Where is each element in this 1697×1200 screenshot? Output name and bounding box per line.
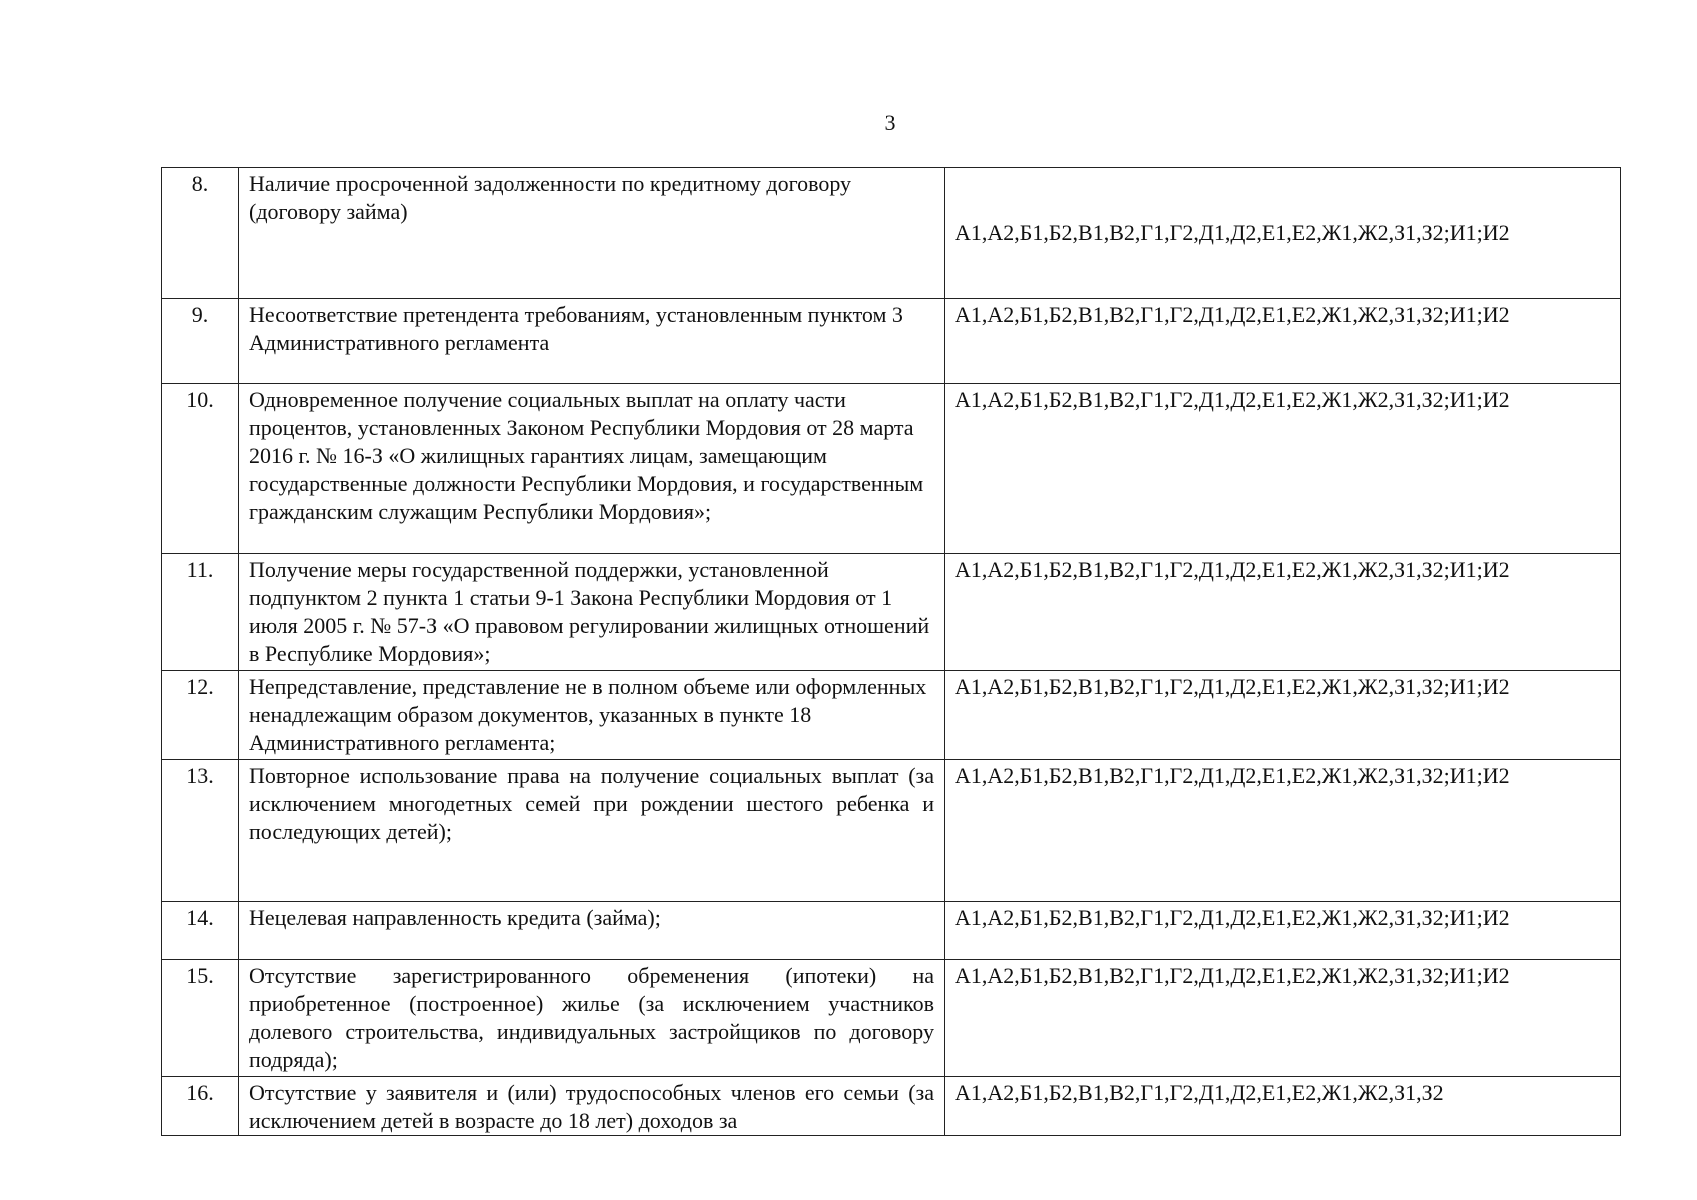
requirements-table xyxy=(161,167,1621,1136)
row-number: 8. xyxy=(162,168,239,299)
row-codes: А1,А2,Б1,Б2,В1,В2,Г1,Г2,Д1,Д2,Е1,Е2,Ж1,Ж2,З1,З2 xyxy=(945,1077,1621,1136)
page-number: 3 xyxy=(884,110,896,135)
row-number: 16. xyxy=(162,1077,239,1136)
row-codes: А1,А2,Б1,Б2,В1,В2,Г1,Г2,Д1,Д2,Е1,Е2,Ж1,Ж2,З1,З2;И1;И2 xyxy=(945,960,1621,1077)
table-row xyxy=(162,554,1621,671)
row-codes: А1,А2,Б1,Б2,В1,В2,Г1,Г2,Д1,Д2,Е1,Е2,Ж1,Ж2,З1,З2;И1;И2 xyxy=(945,671,1621,760)
row-codes: А1,А2,Б1,Б2,В1,В2,Г1,Г2,Д1,Д2,Е1,Е2,Ж1,Ж2,З1,З2;И1;И2 xyxy=(945,168,1621,299)
table-row xyxy=(162,168,1621,299)
row-codes: А1,А2,Б1,Б2,В1,В2,Г1,Г2,Д1,Д2,Е1,Е2,Ж1,Ж2,З1,З2;И1;И2 xyxy=(945,902,1621,960)
row-number: 11. xyxy=(162,554,239,671)
row-text: Несоответствие претендента требованиям, установленным пунктом 3 Административного регламента xyxy=(239,299,945,384)
row-text: Нецелевая направленность кредита (займа); xyxy=(239,902,945,960)
row-text: Наличие просроченной задолженности по кредитному договору (договору займа) xyxy=(239,168,945,299)
row-number: 12. xyxy=(162,671,239,760)
table-row xyxy=(162,902,1621,960)
table-row xyxy=(162,760,1621,902)
row-codes: А1,А2,Б1,Б2,В1,В2,Г1,Г2,Д1,Д2,Е1,Е2,Ж1,Ж2,З1,З2;И1;И2 xyxy=(945,760,1621,902)
row-number: 13. xyxy=(162,760,239,902)
row-number: 10. xyxy=(162,384,239,554)
row-number: 14. xyxy=(162,902,239,960)
row-text: Одновременное получение социальных выплат на оплату части процентов, установленных Законом Республики Мордовия от 28 марта 2016 г. № 16-З «О жилищных гарантиях лицам, замещающим государственные должности Республики Мордовия, и государственным гражданским служащим Республики Мордовия»; xyxy=(239,384,945,554)
row-text-cell xyxy=(239,1077,945,1136)
row-number: 15. xyxy=(162,960,239,1077)
row-codes: А1,А2,Б1,Б2,В1,В2,Г1,Г2,Д1,Д2,Е1,Е2,Ж1,Ж2,З1,З2;И1;И2 xyxy=(945,554,1621,671)
row-text: Непредставление, представление не в полном объеме или оформленных ненадлежащим образом документов, указанных в пункте 18 Административного регламента; xyxy=(239,671,945,760)
row-text: Отсутствие у заявителя и (или) трудоспособных членов его семьи (за исключением детей в возрасте до 18 лет) доходов за xyxy=(249,1080,934,1133)
row-text: Повторное использование права на получение социальных выплат (за исключением многодетных семей при рождении шестого ребенка и последующих детей); xyxy=(239,760,945,902)
table-row xyxy=(162,299,1621,384)
table-row xyxy=(162,960,1621,1077)
row-text: Получение меры государственной поддержки, установленной подпунктом 2 пункта 1 статьи 9-1 Закона Республики Мордовия от 1 июля 2005 г. № 57-З «О правовом регулировании жилищных отношений в Республике Мордовия»; xyxy=(239,554,945,671)
table-row xyxy=(162,671,1621,760)
table-row xyxy=(162,1077,1621,1136)
row-text: Отсутствие зарегистрированного обременения (ипотеки) на приобретенное (построенное) жилье (за исключением участников долевого строительства, индивидуальных застройщиков по договору подряда); xyxy=(239,960,945,1077)
row-codes: А1,А2,Б1,Б2,В1,В2,Г1,Г2,Д1,Д2,Е1,Е2,Ж1,Ж2,З1,З2;И1;И2 xyxy=(945,299,1621,384)
row-number: 9. xyxy=(162,299,239,384)
table-row xyxy=(162,384,1621,554)
row-codes: А1,А2,Б1,Б2,В1,В2,Г1,Г2,Д1,Д2,Е1,Е2,Ж1,Ж2,З1,З2;И1;И2 xyxy=(945,384,1621,554)
